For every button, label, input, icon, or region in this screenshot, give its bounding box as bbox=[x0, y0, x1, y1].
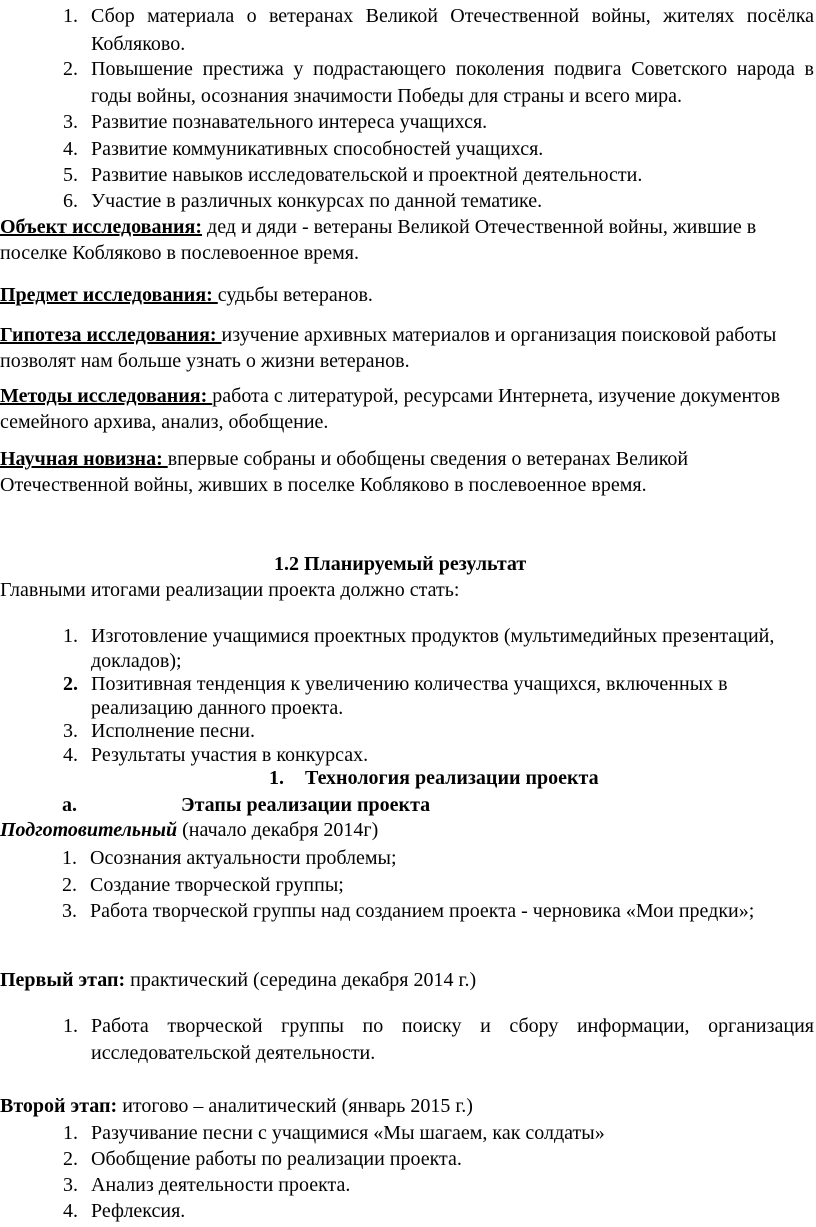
list-item-text: Результаты участия в конкурсах. bbox=[91, 744, 369, 766]
list-item-text: Позитивная тенденция к увеличению количества учащихся, включенных в bbox=[91, 673, 728, 695]
research-subject-text: судьбы ветеранов. bbox=[217, 284, 373, 306]
research-object-text-cont: поселке Кобляково в послевоенное время. bbox=[0, 242, 359, 264]
tech-heading: Технология реализации проекта bbox=[305, 767, 599, 789]
list-number: 1. bbox=[62, 847, 77, 869]
list-number: 2. bbox=[63, 673, 78, 695]
list-number: 1. bbox=[63, 1122, 78, 1144]
list-number: 6. bbox=[63, 190, 78, 212]
list-number: 3. bbox=[63, 1174, 78, 1196]
research-hypothesis-text-cont: позволят нам больше узнать о жизни ветеранов. bbox=[0, 350, 410, 372]
list-number: 1. bbox=[63, 5, 78, 27]
list-item-text-cont: докладов); bbox=[91, 650, 182, 672]
list-number: 1. bbox=[63, 1015, 78, 1037]
research-hypothesis-label: Гипотеза исследования: bbox=[0, 324, 222, 346]
list-item-text: Создание творческой группы; bbox=[90, 874, 344, 896]
list-item-text: Участие в различных конкурсах по данной тематике. bbox=[91, 190, 543, 212]
list-item-text: Сбор материала о ветеранах Великой Отечественной войны, жителях посёлка bbox=[91, 5, 814, 27]
list-item-text: Обобщение работы по реализации проекта. bbox=[91, 1148, 462, 1170]
stages-heading-number: a. bbox=[62, 794, 77, 816]
list-item-text-cont: годы войны, осознания значимости Победы для страны и всего мира. bbox=[91, 85, 683, 107]
second-stage-text: итогово – аналитический (январь 2015 г.) bbox=[117, 1095, 473, 1117]
research-novelty bbox=[0, 446, 816, 498]
research-hypothesis bbox=[0, 322, 816, 374]
section-intro: Главными итогами реализации проекта должно стать: bbox=[0, 579, 460, 601]
tech-heading-number: 1. bbox=[269, 767, 284, 789]
first-stage-label: Первый этап: bbox=[0, 969, 126, 991]
research-hypothesis-text: изучение архивных материалов и организация поисковой работы bbox=[221, 324, 777, 346]
section-heading: 1.2 Планируемый результат bbox=[274, 553, 527, 575]
research-object bbox=[0, 214, 816, 266]
research-methods-text-cont: семейного архива, анализ, обобщение. bbox=[0, 411, 329, 433]
list-number: 3. bbox=[63, 720, 78, 742]
first-stage-text: практический (середина декабря 2014 г.) bbox=[125, 969, 477, 991]
research-novelty-label: Научная новизна: bbox=[0, 448, 168, 470]
list-item-text-cont: исследовательской деятельности. bbox=[91, 1042, 376, 1064]
research-novelty-text: впервые собраны и обобщены сведения о ветеранах Великой bbox=[167, 448, 689, 470]
prep-stage-label: Подготовительный bbox=[0, 819, 178, 841]
list-number: 4. bbox=[63, 138, 78, 160]
list-item-text: Разучивание песни с учащимися «Мы шагаем, как солдаты» bbox=[91, 1122, 605, 1144]
list-item-text: Анализ деятельности проекта. bbox=[91, 1174, 351, 1196]
research-object-label: Объект исследования: bbox=[0, 216, 203, 238]
list-number: 4. bbox=[63, 744, 78, 766]
list-number: 2. bbox=[62, 874, 77, 896]
first-stage-title bbox=[0, 967, 476, 993]
list-number: 4. bbox=[63, 1200, 78, 1222]
stages-heading: Этапы реализации проекта bbox=[181, 794, 431, 816]
list-number: 1. bbox=[63, 625, 78, 647]
list-item-text: Изготовление учащимися проектных продуктов (мультимедийных презентаций, bbox=[91, 625, 775, 647]
list-item-text: Работа творческой группы по поиску и сбору информации, организация bbox=[91, 1015, 814, 1037]
list-number: 2. bbox=[63, 58, 78, 80]
prep-stage-title bbox=[0, 817, 378, 843]
list-item-text: Рефлексия. bbox=[91, 1200, 186, 1222]
list-item-text-cont: Кобляково. bbox=[91, 33, 186, 55]
list-number: 3. bbox=[63, 111, 78, 133]
research-object-text: дед и дяди - ветераны Великой Отечественной войны, жившие в bbox=[202, 216, 757, 238]
research-methods-text: работа с литературой, ресурсами Интернета, изучение документов bbox=[212, 385, 781, 407]
list-number: 2. bbox=[63, 1148, 78, 1170]
prep-stage-text: (начало декабря 2014г) bbox=[177, 819, 379, 841]
list-number: 3. bbox=[62, 900, 77, 922]
list-item-text: Повышение престижа у подрастающего поколения подвига Советского народа в bbox=[91, 58, 814, 80]
list-item-text: Осознания актуальности проблемы; bbox=[90, 847, 397, 869]
second-stage-title bbox=[0, 1093, 473, 1119]
list-item-text: Развитие познавательного интереса учащихся. bbox=[91, 111, 488, 133]
list-item-text: Развитие навыков исследовательской и проектной деятельности. bbox=[91, 164, 643, 186]
list-number: 5. bbox=[63, 164, 78, 186]
list-item-text-cont: реализацию данного проекта. bbox=[91, 697, 344, 719]
research-subject bbox=[0, 282, 816, 308]
second-stage-label: Второй этап: bbox=[0, 1095, 118, 1117]
list-item-text: Развитие коммуникативных способностей учащихся. bbox=[91, 138, 544, 160]
research-novelty-text-cont: Отечественной войны, живших в поселке Кобляково в послевоенное время. bbox=[0, 474, 647, 496]
list-item-text: Работа творческой группы над созданием проекта - черновика «Мои предки»; bbox=[90, 900, 755, 922]
research-methods bbox=[0, 383, 816, 435]
research-methods-label: Методы исследования: bbox=[0, 385, 213, 407]
research-subject-label: Предмет исследования: bbox=[0, 284, 218, 306]
list-item-text: Исполнение песни. bbox=[91, 720, 255, 742]
